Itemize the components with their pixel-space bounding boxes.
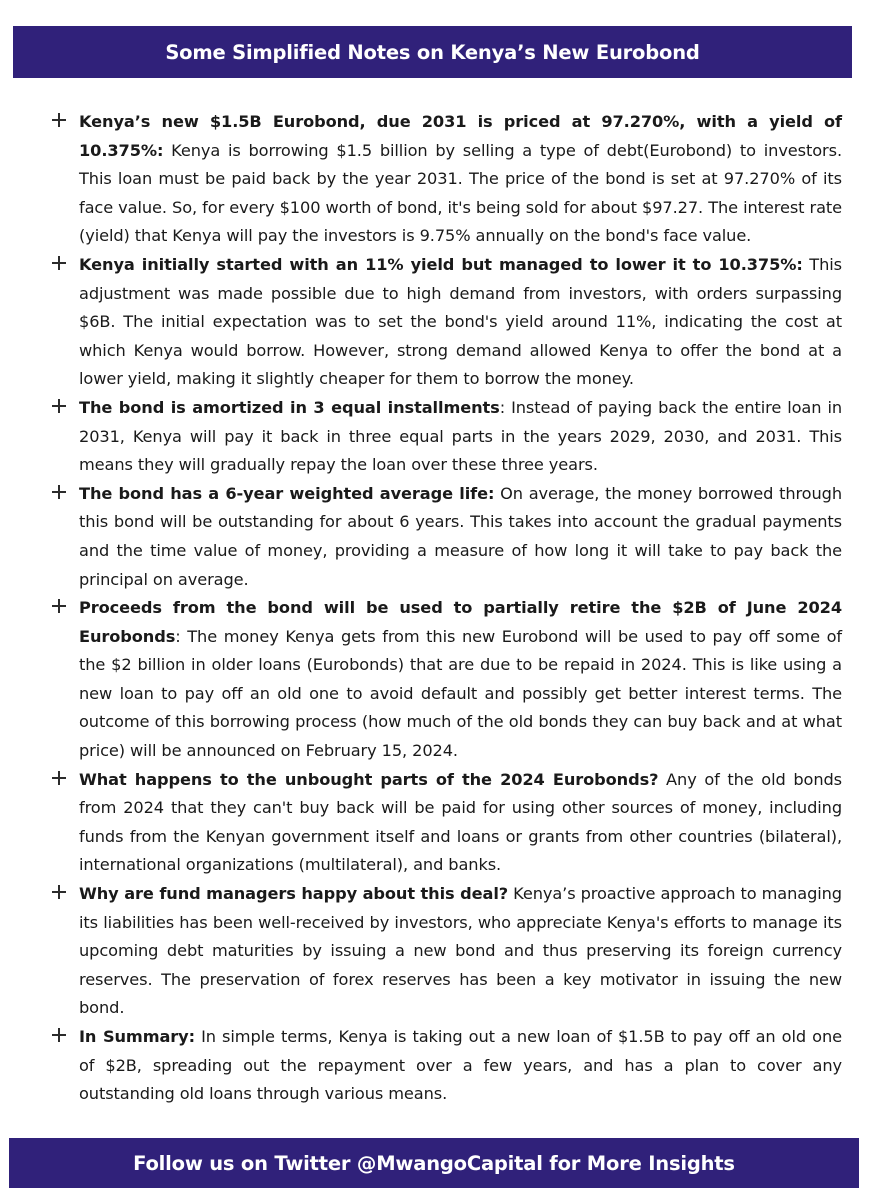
plus-icon bbox=[52, 485, 66, 499]
note-item bbox=[50, 480, 842, 594]
notes-list bbox=[50, 108, 842, 1109]
header-banner bbox=[13, 26, 852, 78]
footer-banner bbox=[9, 1138, 859, 1188]
note-body: On average, the money borrowed through this bond will be outstanding for about 6 years. This takes into account the gradual payments and the time value of money, providing a measure of how long it will take to pay back the principal on average. bbox=[79, 483, 842, 589]
note-item bbox=[50, 1023, 842, 1109]
page-title: Some Simplified Notes on Kenya’s New Eurobond bbox=[165, 40, 700, 64]
note-body: Kenya is borrowing $1.5 billion by selling a type of debt(Eurobond) to investors. This loan must be paid back by the year 2031. The price of the bond is set at 97.270% of its face value. So, for every $100 worth of bond, it's being sold for about $97.27. The interest rate (yield) that Kenya will pay the investors is 9.75% annually on the bond's face value. bbox=[79, 140, 842, 246]
footer-text: Follow us on Twitter @MwangoCapital for More Insights bbox=[133, 1151, 735, 1175]
note-item bbox=[50, 251, 842, 394]
plus-icon bbox=[52, 256, 66, 270]
note-heading: The bond is amortized in 3 equal installments bbox=[79, 397, 500, 417]
note-item bbox=[50, 394, 842, 480]
note-heading: Proceeds from the bond will be used to partially retire the $2B of June 2024 Eurobonds bbox=[79, 598, 842, 646]
plus-icon bbox=[52, 599, 66, 613]
note-body: This adjustment was made possible due to high demand from investors, with orders surpassing $6B. The initial expectation was to set the bond's yield around 11%, indicating the cost at which Kenya would borrow. However, strong demand allowed Kenya to offer the bond at a lower yield, making it slightly cheaper for them to borrow the money. bbox=[79, 254, 842, 389]
note-heading: The bond has a 6-year weighted average life: bbox=[79, 483, 495, 503]
note-body: In simple terms, Kenya is taking out a new loan of $1.5B to pay off an old one of $2B, spreading out the repayment over a few years, and has a plan to cover any outstanding old loans through various means. bbox=[79, 1027, 842, 1104]
note-body: Kenya’s proactive approach to managing its liabilities has been well-received by investors, who appreciate Kenya's efforts to manage its upcoming debt maturities by issuing a new bond and thus preserving its foreign currency reserves. The preservation of forex reserves has been a key motivator in issuing the new bond. bbox=[79, 884, 842, 1018]
note-item bbox=[50, 108, 842, 251]
plus-icon bbox=[52, 113, 66, 127]
note-body: : Instead of paying back the entire loan in 2031, Kenya will pay it back in three equal parts in the years 2029, 2030, and 2031. This means they will gradually repay the loan over these three years. bbox=[79, 397, 843, 475]
plus-icon bbox=[52, 399, 66, 413]
note-body: Any of the old bonds from 2024 that they can't buy back will be paid for using other sources of money, including funds from the Kenyan government itself and loans or grants from other countries (bilateral), international organizations (multilateral), and banks. bbox=[79, 769, 842, 875]
note-heading: What happens to the unbought parts of the 2024 Eurobonds? bbox=[79, 769, 659, 789]
note-heading: Kenya’s new $1.5B Eurobond, due 2031 is priced at 97.270%, with a yield of 10.375%: bbox=[79, 112, 842, 160]
plus-icon bbox=[52, 1028, 66, 1042]
plus-icon bbox=[52, 885, 66, 899]
note-heading: Kenya initially started with an 11% yield but managed to lower it to 10.375%: bbox=[79, 254, 803, 274]
note-item bbox=[50, 880, 842, 1023]
note-heading: Why are fund managers happy about this deal? bbox=[79, 884, 509, 904]
note-item bbox=[50, 766, 842, 880]
note-heading: In Summary: bbox=[79, 1027, 195, 1046]
note-item bbox=[50, 594, 842, 766]
note-body: : The money Kenya gets from this new Eurobond will be used to pay off some of the $2 billion in older loans (Eurobonds) that are due to be repaid in 2024. This is like using a new loan to pay off an old one to avoid default and possibly get better interest terms. The outcome of this borrowing process (how much of the old bonds they can buy back and at what price) will be announced on February 15, 2024. bbox=[79, 626, 842, 761]
plus-icon bbox=[52, 771, 66, 785]
